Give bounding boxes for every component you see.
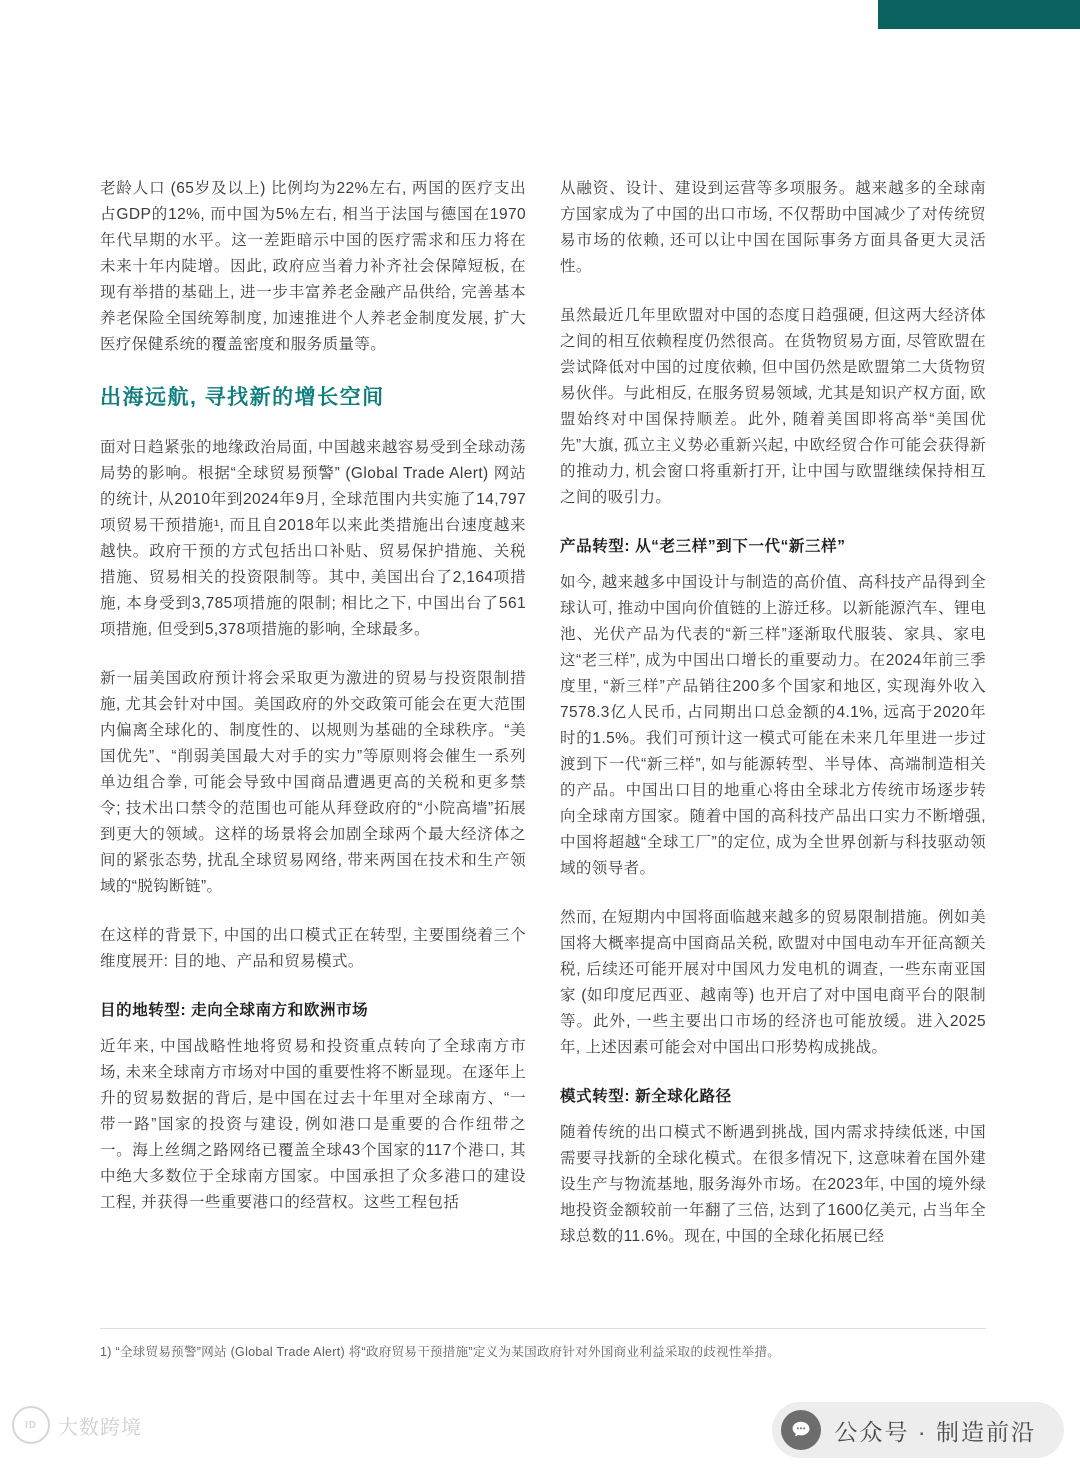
left-column bbox=[100, 176, 526, 1273]
paragraph-new-three-items: 如今, 越来越多中国设计与制造的高价值、高科技产品得到全球认可, 推动中国向价值链的上游迁移。以新能源汽车、锂电池、光伏产品为代表的“新三样”逐渐取代服装、家具、家电这“老三样”, 成为中国出口增长的重要动力。在2024年前三季度里, “新三样”产品销往200多个国家和地区, 实现海外收入7578.3亿人民币, 占同期出口总金额的4.1%, 远高于2020年时的1.5%。我们可预计这一模式可能在未来几年里进一步过渡到下一代“新三样”, 如与能源转型、半导体、高端制造相关的产品。中国出口目的地重心将由全球北方传统市场逐步转向全球南方国家。随着中国的高科技产品出口实力不断增强, 中国将超越“全球工厂”的定位, 成为全世界创新与科技驱动领域的领导者。 bbox=[560, 574, 986, 877]
wechat-account-badge bbox=[772, 1402, 1064, 1458]
paragraph-new-globalization: 随着传统的出口模式不断遇到挑战, 国内需求持续低迷, 中国需要寻找新的全球化模式。在很多情况下, 这意味着在国外建设生产与物流基地, 服务海外市场。在2023年, 中国的境外绿地投资金额较前一年翻了三倍, 达到了1600亿美元, 占当年全球总数的11.6%。现在, 中国的全球化拓展已经 bbox=[560, 1124, 986, 1245]
paragraph-eu-relations: 虽然最近几年里欧盟对中国的态度日趋强硬, 但这两大经济体之间的相互依赖程度仍然很高。在货物贸易方面, 尽管欧盟在尝试降低对中国的过度依赖, 但中国仍然是欧盟第二大货物贸易伙伴。与此相反, 在服务贸易领域, 尤其是知识产权方面, 欧盟始终对中国保持顺差。此外, 随着美国即将高举“美国优先”大旗, 孤立主义势必重新兴起, 中欧经贸合作可能会获得新的推动力, 机会窗口将重新打开, 让中国与欧盟继续保持相互之间的吸引力。 bbox=[560, 307, 986, 506]
page-content bbox=[100, 176, 986, 1273]
footnote-text: 1) “全球贸易预警”网站 (Global Trade Alert) 将“政府贸易干预措施”定义为某国政府针对外国商业利益采取的歧视性举措。 bbox=[100, 1345, 781, 1359]
watermark-dashukuajing bbox=[12, 1406, 142, 1444]
watermark-logo-icon: ID bbox=[12, 1406, 50, 1444]
watermark-text: 大数跨境 bbox=[58, 1416, 142, 1439]
subheading-product-transition: 产品转型: 从“老三样”到下一代“新三样” bbox=[560, 538, 846, 555]
section-heading-going-global: 出海远航, 寻找新的增长空间 bbox=[100, 386, 385, 409]
right-column bbox=[560, 176, 986, 1273]
paragraph-global-south: 近年来, 中国战略性地将贸易和投资重点转向了全球南方市场, 未来全球南方市场对中国的重要性将不断显现。在逐年上升的贸易数据的背后, 是中国在过去十年里对全球南方、“一带一路”国家的投资与建设, 例如港口是重要的合作纽带之一。海上丝绸之路网络已覆盖全球43个国家的117个港口, 其中绝大多数位于全球南方国家。中国承担了众多港口的建设工程, 并获得一些重要港口的经营权。这些工程包括 bbox=[100, 1038, 526, 1211]
chat-bubble-icon bbox=[781, 1410, 821, 1450]
paragraph-trade-alert: 面对日趋紧张的地缘政治局面, 中国越来越容易受到全球动荡局势的影响。根据“全球贸易预警” (Global Trade Alert) 网站的统计, 从2010年到2024年9月, 全球范围内共实施了14,797项贸易干预措施¹, 而且自2018年以来此类措施出台速度越来越快。政府干预的方式包括出口补贴、贸易保护措施、关税措施、贸易相关的投资限制等。其中, 美国出台了2,164项措施, 本身受到3,785项措施的限制; 相比之下, 中国出台了561项措施, 但受到5,378项措施的影响, 全球最多。 bbox=[100, 439, 526, 638]
footnote-area bbox=[100, 1328, 986, 1360]
footnote-divider bbox=[100, 1328, 986, 1329]
paragraph-us-policy: 新一届美国政府预计将会采取更为激进的贸易与投资限制措施, 尤其会针对中国。美国政府的外交政策可能会在更大范围内偏离全球化的、制度性的、以规则为基础的全球秩序。“美国优先”、“削弱美国最大对手的实力”等原则将会催生一系列单边组合拳, 可能会导致中国商品遭遇更高的关税和更多禁令; 技术出口禁令的范围也可能从拜登政府的“小院高墙”拓展到更大的领域。这样的场景将会加剧全球两个最大经济体之间的紧张态势, 扰乱全球贸易网络, 带来两国在技术和生产领域的“脱钩断链”。 bbox=[100, 670, 526, 895]
paragraph-trade-restrictions: 然而, 在短期内中国将面临越来越多的贸易限制措施。例如美国将大概率提高中国商品关税, 欧盟对中国电动车开征高额关税, 后续还可能开展对中国风力发电机的调查, 一些东南亚国家 (如印度尼西亚、越南等) 也开启了对中国电商平台的限制等。此外, 一些主要出口市场的经济也可能放缓。进入2025年, 上述因素可能会对中国出口形势构成挑战。 bbox=[560, 909, 986, 1056]
paragraph-services-export-market: 从融资、设计、建设到运营等多项服务。越来越多的全球南方国家成为了中国的出口市场, 不仅帮助中国减少了对传统贸易市场的依赖, 还可以让中国在国际事务方面具备更大灵活性。 bbox=[560, 180, 986, 275]
paragraph-aging-population: 老龄人口 (65岁及以上) 比例均为22%左右, 两国的医疗支出占GDP的12%, 而中国为5%左右, 相当于法国与德国在1970年代早期的水平。这一差距暗示中国的医疗需求和压力将在未来十年内陡增。因此, 政府应当着力补齐社会保障短板, 在现有举措的基础上, 进一步丰富养老金融产品供给, 完善基本养老保险全国统筹制度, 加速推进个人养老金制度发展, 扩大医疗保健系统的覆盖密度和服务质量等。 bbox=[100, 180, 526, 353]
subheading-destination-transition: 目的地转型: 走向全球南方和欧洲市场 bbox=[100, 1002, 369, 1019]
top-right-accent-bar bbox=[878, 0, 1080, 29]
paragraph-export-transition-intro: 在这样的背景下, 中国的出口模式正在转型, 主要围绕着三个维度展开: 目的地、产品和贸易模式。 bbox=[100, 927, 526, 970]
subheading-model-transition: 模式转型: 新全球化路径 bbox=[560, 1088, 732, 1105]
wechat-account-label: 公众号 · 制造前沿 bbox=[834, 1418, 1036, 1445]
